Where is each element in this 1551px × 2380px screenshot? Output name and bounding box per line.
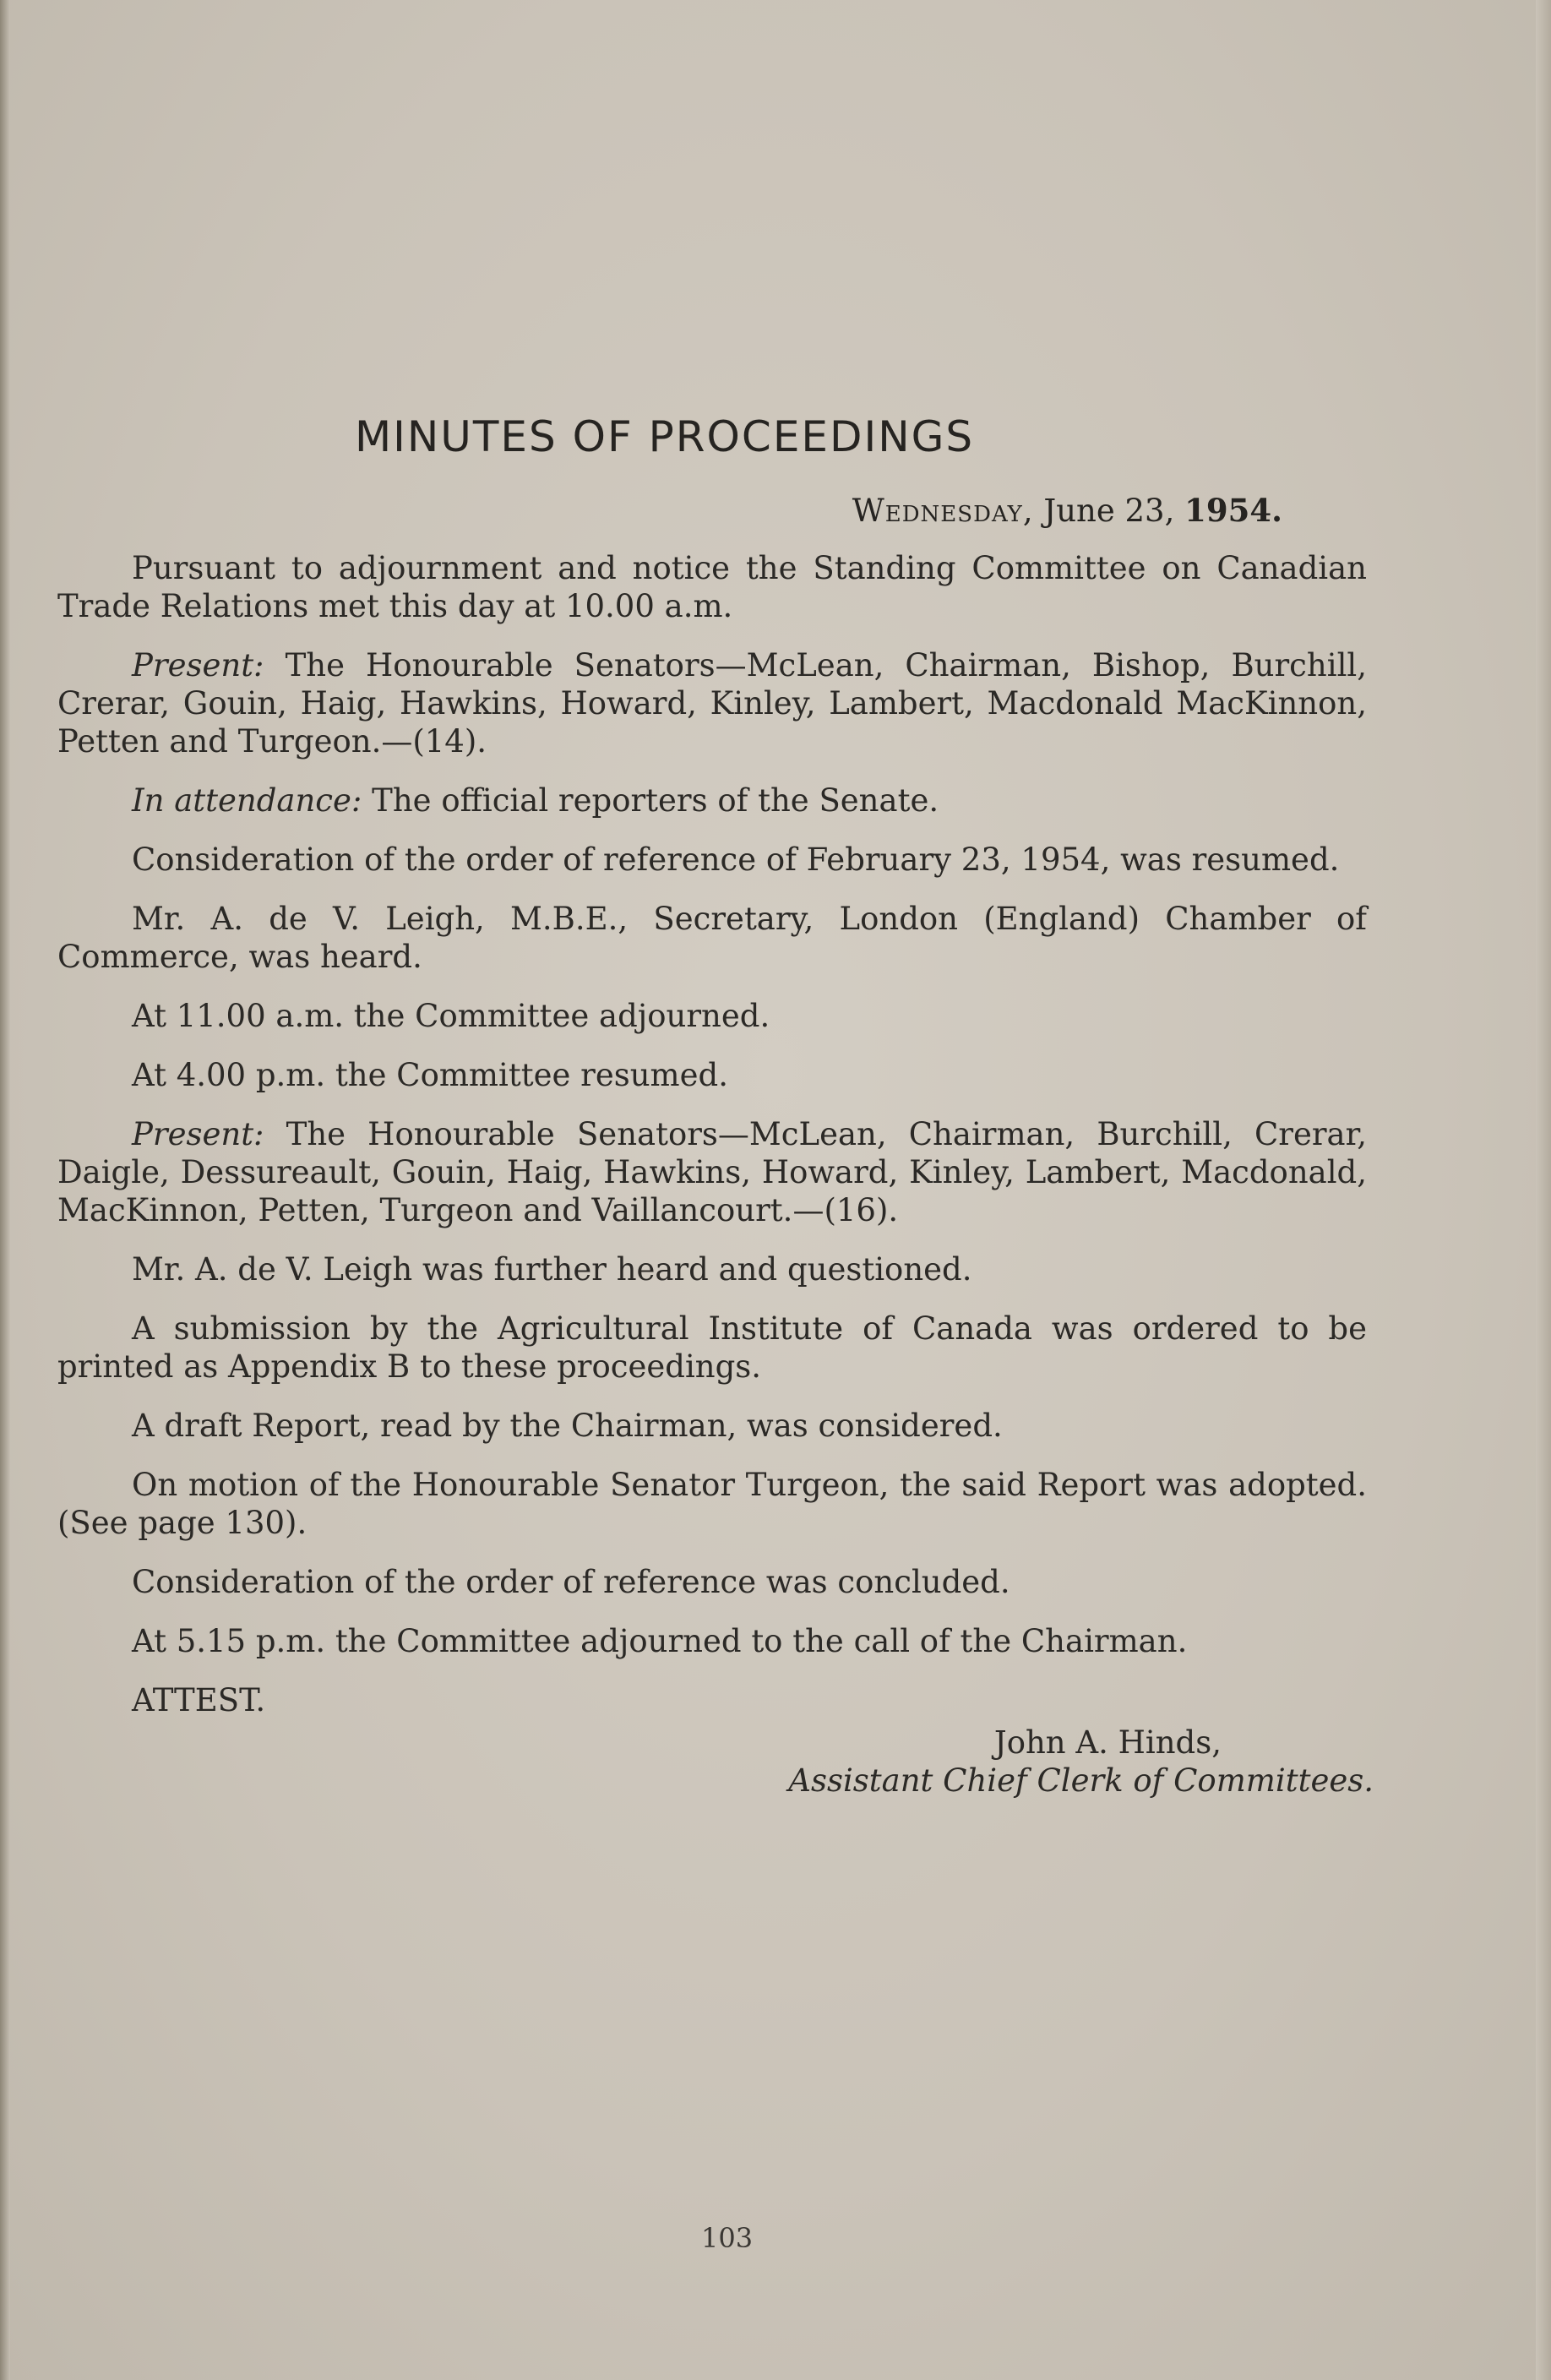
signatory-name: John A. Hinds,	[993, 1724, 1222, 1761]
page-binding-edge	[0, 0, 10, 2380]
paragraph-resumed-afternoon: At 4.00 p.m. the Committee resumed.	[132, 1057, 728, 1093]
paragraph-witness-heard: Mr. A. de V. Leigh, M.B.E., Secretary, London (England) Chamber of Commerce, was heard.	[57, 901, 1367, 975]
signature-block	[788, 1724, 1374, 1800]
present-label: Present:	[132, 647, 264, 684]
paragraph-consideration-resumed: Consideration of the order of reference of February 23, 1954, was resumed.	[132, 841, 1340, 878]
date-month-day: June 23,	[1043, 493, 1175, 529]
page-title: MINUTES OF PROCEEDINGS	[355, 412, 975, 461]
page-number: 103	[701, 2222, 754, 2254]
paragraph-witness-questioned: Mr. A. de V. Leigh was further heard and questioned.	[132, 1251, 972, 1288]
paragraph-final-adjournment: At 5.15 p.m. the Committee adjourned to the call of the Chairman.	[132, 1623, 1188, 1659]
paragraph-submission-appendix: A submission by the Agricultural Institute of Canada was ordered to be printed as Appendix B to these proceedings.	[57, 1310, 1367, 1385]
paragraph-draft-report: A draft Report, read by the Chairman, was considered.	[132, 1408, 1003, 1444]
paragraph-consideration-concluded: Consideration of the order of reference was concluded.	[132, 1564, 1010, 1600]
date-weekday: Wednesday,	[852, 493, 1034, 529]
in-attendance-label: In attendance:	[132, 782, 362, 819]
paragraph-attest: ATTEST.	[132, 1682, 266, 1718]
paragraph-in-attendance: In attendance: The official reporters of the Senate.	[132, 782, 939, 819]
page-right-edge	[1536, 0, 1551, 2380]
paragraph-present-afternoon: Present: The Honourable Senators—McLean, Chairman, Burchill, Crerar, Daigle, Dessureault, Gouin, Haig, Hawkins, Howard, Kinley, Lambert, Macdonald, MacKinnon, Petten, Turgeon and Vaillancourt.—(16).	[57, 1116, 1367, 1228]
paragraph-motion-adopted: On motion of the Honourable Senator Turgeon, the said Report was adopted. (See page 130).	[57, 1467, 1367, 1541]
minutes-body	[57, 549, 1367, 1740]
date-year: 1954.	[1184, 492, 1282, 529]
present-label: Present:	[132, 1116, 264, 1152]
paragraph-convening: Pursuant to adjournment and notice the Standing Committee on Canadian Trade Relations met this day at 10.00 a.m.	[57, 550, 1367, 624]
signatory-role: Assistant Chief Clerk of Committees.	[788, 1762, 1374, 1799]
paragraph-present-morning: Present: The Honourable Senators—McLean, Chairman, Bishop, Burchill, Crerar, Gouin, Haig, Hawkins, Howard, Kinley, Lambert, Macdonald MacKinnon, Petten and Turgeon.—(14).	[57, 647, 1367, 760]
paragraph-adjourned-morning: At 11.00 a.m. the Committee adjourned.	[132, 998, 770, 1034]
meeting-date	[852, 492, 1282, 529]
